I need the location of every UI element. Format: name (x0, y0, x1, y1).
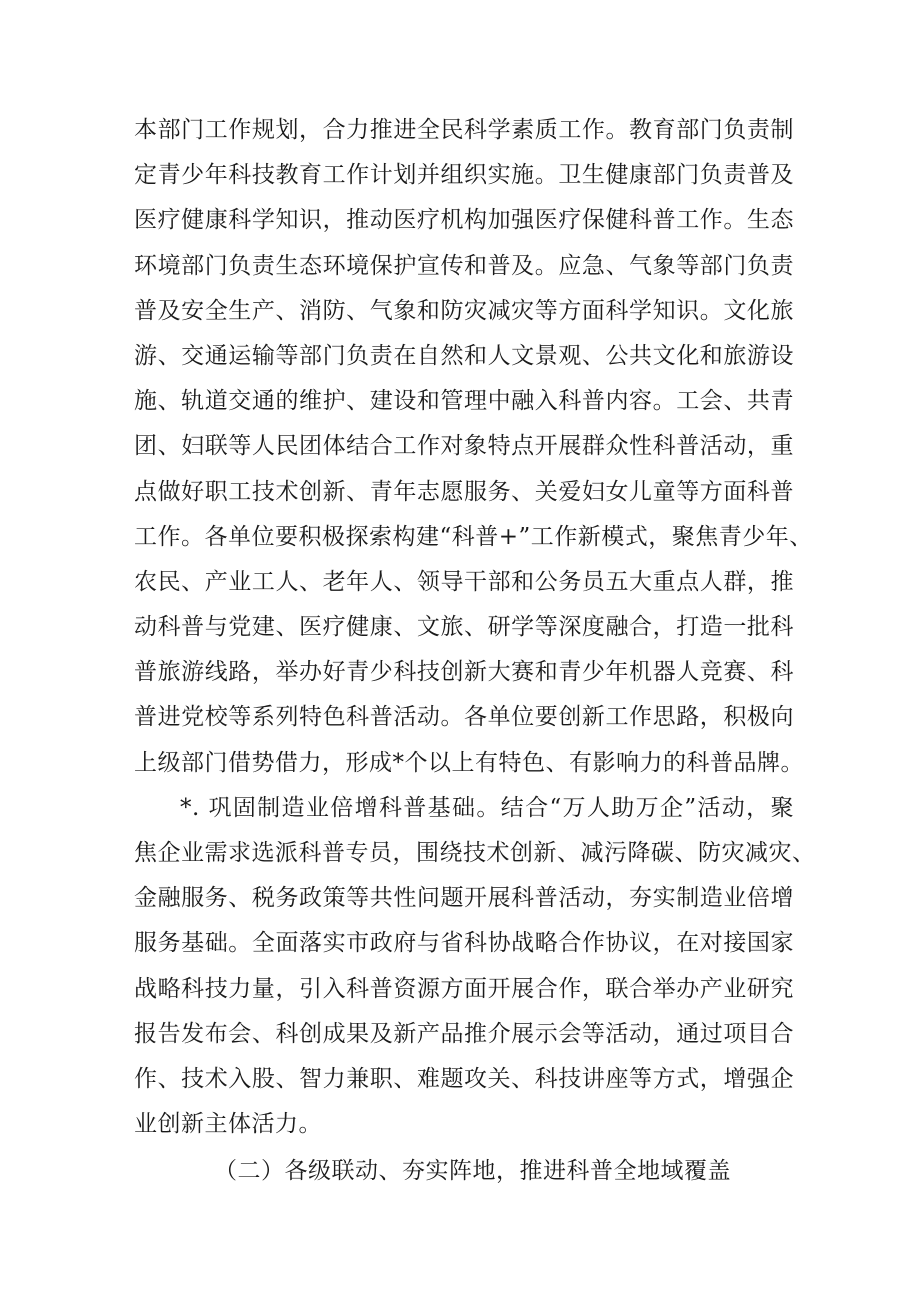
text-line: 战略科技力量，引入科普资源方面开展合作，联合举办产业研究 (134, 975, 794, 1002)
text-line: 医疗健康科学知识，推动医疗机构加强医疗保健科普工作。生态 (134, 207, 794, 234)
text-line: 金融服务、税务政策等共性问题开展科普活动，夯实制造业倍增 (134, 885, 794, 912)
text-line: 报告发布会、科创成果及新产品推介展示会等活动，通过项目合 (134, 1020, 794, 1047)
text-line: 农民、产业工人、老年人、领导干部和公务员五大重点人群，推 (134, 568, 794, 595)
text-line: *. 巩固制造业倍增科普基础。结合“万人助万企”活动，聚 (180, 794, 794, 821)
text-line: 普旅游线路，举办好青少科技创新大赛和青少年机器人竞赛、科 (134, 659, 794, 686)
text-line: 作、技术入股、智力兼职、难题攻关、科技讲座等方式，增强企 (134, 1065, 794, 1092)
text-line: 环境部门负责生态环境保护宣传和普及。应急、气象等部门负责 (134, 252, 794, 279)
text-line: 普进党校等系列特色科普活动。各单位要创新工作思路，积极向 (134, 704, 794, 731)
section-heading-text: （二）各级联动、夯实阵地，推进科普全地域覆盖 (214, 1158, 731, 1185)
text-line: 本部门工作规划，合力推进全民科学素质工作。教育部门负责制 (134, 117, 794, 143)
paragraph-manufacturing (134, 786, 816, 1148)
document-body (134, 108, 816, 1195)
text-line: 施、轨道交通的维护、建设和管理中融入科普内容。工会、共青 (134, 388, 794, 415)
text-line: 游、交通运输等部门负责在自然和人文景观、公共文化和旅游设 (134, 342, 794, 369)
text-line: 团、妇联等人民团体结合工作对象特点开展群众性科普活动，重 (134, 433, 794, 460)
text-line: 普及安全生产、消防、气象和防灾减灾等方面科学知识。文化旅 (134, 297, 794, 324)
text-line: 焦企业需求选派科普专员，围绕技术创新、减污降碳、防灾减灾、 (134, 840, 816, 866)
text-line: 上级部门借势借力，形成*个以上有特色、有影响力的科普品牌。 (134, 749, 804, 776)
text-line: 业创新主体活力。 (134, 1111, 322, 1138)
text-line: 定青少年科技教育工作计划并组织实施。卫生健康部门负责普及 (134, 162, 794, 189)
paragraph-departments (134, 108, 813, 786)
text-line: 动科普与党建、医疗健康、文旅、研学等深度融合，打造一批科 (134, 614, 794, 641)
text-line: 服务基础。全面落实市政府与省科协战略合作协议，在对接国家 (134, 930, 794, 957)
text-line: 点做好职工技术创新、青年志愿服务、关爱妇女儿童等方面科普 (134, 478, 794, 505)
text-line: 工作。各单位要积极探索构建“科普+”工作新模式，聚焦青少年、 (134, 523, 813, 550)
section-heading (134, 1149, 794, 1194)
